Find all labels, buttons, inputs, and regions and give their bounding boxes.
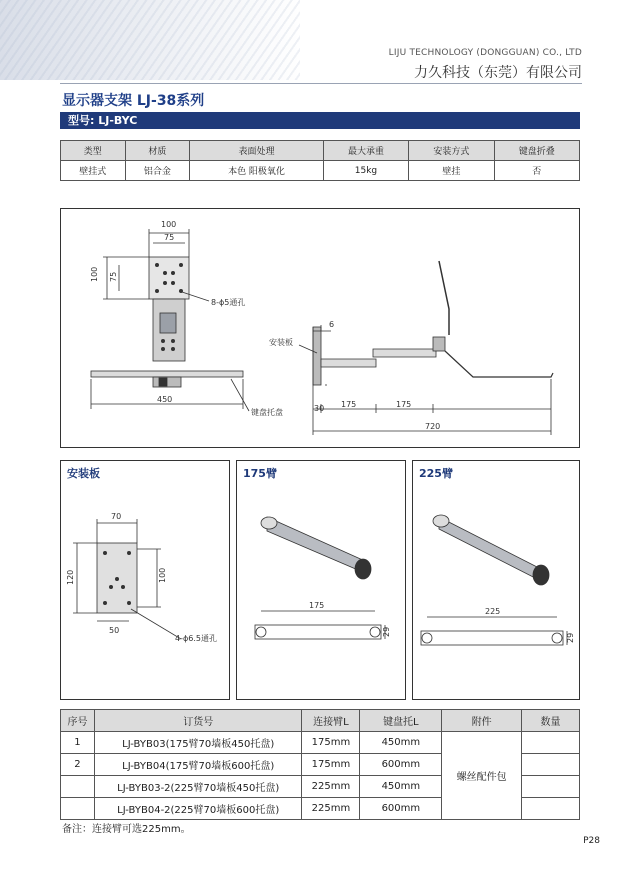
order-qty [522, 732, 580, 754]
hole-label: 8-ϕ5通孔 [211, 298, 246, 307]
dim-30: 30 [314, 404, 325, 413]
spec-header-row [61, 141, 580, 161]
dim-100-left: 100 [90, 266, 99, 282]
spec-header-cell: 材质 [125, 141, 190, 161]
dim-450: 450 [157, 395, 173, 404]
dim-175-b: 175 [396, 400, 412, 409]
order-code: LJ-BYB03(175臂70墙板450托盘) [94, 732, 302, 754]
header-pattern [0, 0, 300, 80]
order-no: 1 [61, 732, 95, 754]
note: 备注：连接臂可选225mm。 [62, 824, 191, 835]
spec-value-cell: 壁挂式 [61, 161, 126, 181]
plate-hole-label: 4-ϕ6.5通孔 [175, 634, 217, 643]
order-arm: 175mm [302, 754, 360, 776]
tray-label: 键盘托盘 [251, 408, 283, 417]
order-header-row [61, 710, 580, 732]
order-qty [522, 776, 580, 798]
order-code: LJ-BYB04(175臂70墙板600托盘) [94, 754, 302, 776]
plate-drawing [61, 461, 229, 699]
company-name-en: LIJU TECHNOLOGY (DONGGUAN) CO., LTD [388, 48, 582, 58]
order-tray: 600mm [360, 798, 442, 820]
arm175-panel [236, 460, 406, 700]
spec-value-cell: 15kg [323, 161, 408, 181]
order-tray: 450mm [360, 732, 442, 754]
order-header-cell: 附件 [442, 710, 522, 732]
header-divider [60, 83, 582, 84]
order-header-cell: 序号 [61, 710, 95, 732]
dim-75-top: 75 [164, 233, 175, 242]
spec-header-cell: 类型 [61, 141, 126, 161]
dim-720: 720 [425, 422, 441, 431]
order-table [60, 709, 580, 820]
order-tray: 450mm [360, 776, 442, 798]
model-bar: 型号: LJ-BYC [60, 112, 580, 129]
order-arm: 225mm [302, 776, 360, 798]
side-plate-shape [313, 327, 321, 385]
table-row [61, 732, 580, 754]
arm225-panel-title: 225臂 [419, 467, 453, 480]
spec-header-cell: 安装方式 [409, 141, 494, 161]
order-qty [522, 754, 580, 776]
arm175-dim-h: 29 [382, 626, 391, 637]
plate-panel [60, 460, 230, 700]
order-arm: 175mm [302, 732, 360, 754]
spec-header-cell: 键盘折叠 [494, 141, 579, 161]
page-title: 显示器支架 LJ-38系列 [62, 93, 205, 109]
arm175-panel-title: 175臂 [243, 467, 277, 480]
plate-dim-70: 70 [111, 512, 122, 521]
dim-100-top: 100 [161, 220, 177, 229]
arm175-drawing [237, 461, 405, 699]
spec-value-row [61, 161, 580, 181]
dim-6: 6 [329, 320, 335, 329]
plate-dim-50: 50 [109, 626, 120, 635]
arm225-dim-h: 29 [566, 632, 575, 643]
plate-panel-title: 安装板 [67, 467, 100, 480]
spec-header-cell: 表面处理 [190, 141, 324, 161]
arm175-body-shape [267, 517, 365, 573]
dim-75-left: 75 [109, 271, 118, 282]
main-drawing-panel [60, 208, 580, 448]
plate-dim-100: 100 [158, 567, 167, 583]
order-qty [522, 798, 580, 820]
order-code: LJ-BYB03-2(225臂70墙板450托盘) [94, 776, 302, 798]
spec-header-cell: 最大承重 [323, 141, 408, 161]
order-header-cell: 订货号 [94, 710, 302, 732]
order-header-cell: 连接臂L [302, 710, 360, 732]
main-drawing [61, 209, 579, 447]
order-code: LJ-BYB04-2(225臂70墙板600托盘) [94, 798, 302, 820]
order-arm: 225mm [302, 798, 360, 820]
arm175-dim-len: 175 [309, 601, 325, 610]
spec-table [60, 140, 580, 181]
plate-dim-120: 120 [66, 569, 75, 585]
page-number: P28 [583, 836, 600, 846]
order-accessory: 螺丝配件包 [442, 732, 522, 820]
order-header-cell: 键盘托L [360, 710, 442, 732]
spec-value-cell: 本色 阳极氧化 [190, 161, 324, 181]
plate-label: 安装板 [269, 338, 293, 347]
company-name-cn: 力久科技（东莞）有限公司 [414, 65, 582, 81]
spec-value-cell: 铝合金 [125, 161, 190, 181]
order-header-cell: 数量 [522, 710, 580, 732]
dim-175-a: 175 [341, 400, 357, 409]
order-no [61, 798, 95, 820]
arm225-drawing [413, 461, 579, 699]
spec-value-cell: 壁挂 [409, 161, 494, 181]
order-no [61, 776, 95, 798]
order-no: 2 [61, 754, 95, 776]
arm225-panel [412, 460, 580, 700]
order-tray: 600mm [360, 754, 442, 776]
spec-value-cell: 否 [494, 161, 579, 181]
arm225-body-shape [439, 517, 541, 581]
front-tray-shape [91, 371, 243, 377]
arm225-dim-len: 225 [485, 607, 501, 616]
